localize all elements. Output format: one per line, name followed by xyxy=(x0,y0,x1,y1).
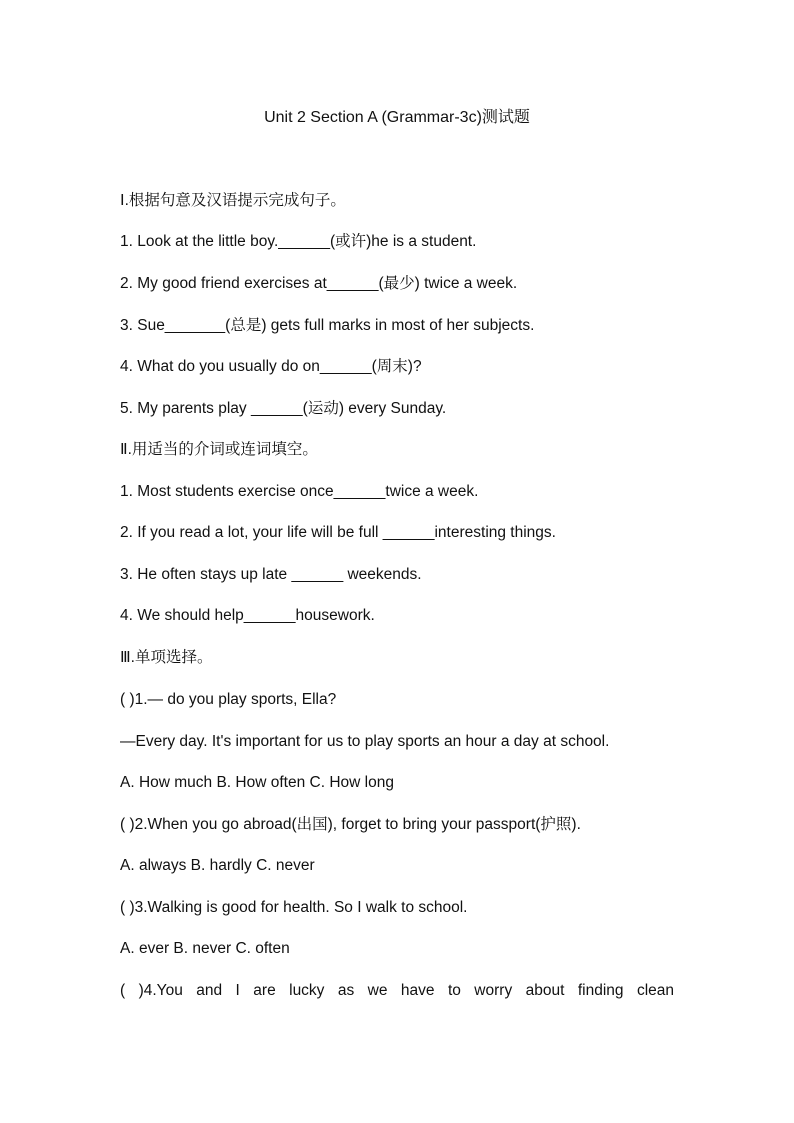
question-line: 4. What do you usually do on______(周末)? xyxy=(120,358,422,375)
question-line: 3. Sue_______(总是) gets full marks in most of her subjects. xyxy=(120,317,535,334)
question-line: 3. He often stays up late ______ weekends. xyxy=(120,566,422,583)
question-line: ( )2.When you go abroad(出国), forget to bring your passport(护照). xyxy=(120,816,581,833)
question-line: ( )4.You and I are lucky as we have to worry about finding clean xyxy=(120,982,674,999)
question-line: 2. If you read a lot, your life will be full ______interesting things. xyxy=(120,524,556,541)
answer-options: A. always B. hardly C. never xyxy=(120,857,315,874)
question-line: 5. My parents play ______(运动) every Sunday. xyxy=(120,400,447,417)
question-line: ( )1.— do you play sports, Ella? xyxy=(120,691,337,708)
section-2-heading: Ⅱ.用适当的介词或连词填空。 xyxy=(120,441,318,458)
answer-options: A. How much B. How often C. How long xyxy=(120,774,394,791)
page-title: Unit 2 Section A (Grammar-3c)测试题 xyxy=(264,109,530,126)
section-1-heading: Ⅰ.根据句意及汉语提示完成句子。 xyxy=(120,192,346,209)
section-3-heading: Ⅲ.单项选择。 xyxy=(120,649,213,666)
question-line: 2. My good friend exercises at______(最少) twice a week. xyxy=(120,275,518,292)
question-line: —Every day. It's important for us to play sports an hour a day at school. xyxy=(120,733,610,750)
question-line: ( )3.Walking is good for health. So I walk to school. xyxy=(120,899,468,916)
question-line: 1. Look at the little boy.______(或许)he is a student. xyxy=(120,233,477,250)
question-line: 1. Most students exercise once______twice a week. xyxy=(120,483,479,500)
question-line: 4. We should help______housework. xyxy=(120,607,375,624)
answer-options: A. ever B. never C. often xyxy=(120,940,290,957)
